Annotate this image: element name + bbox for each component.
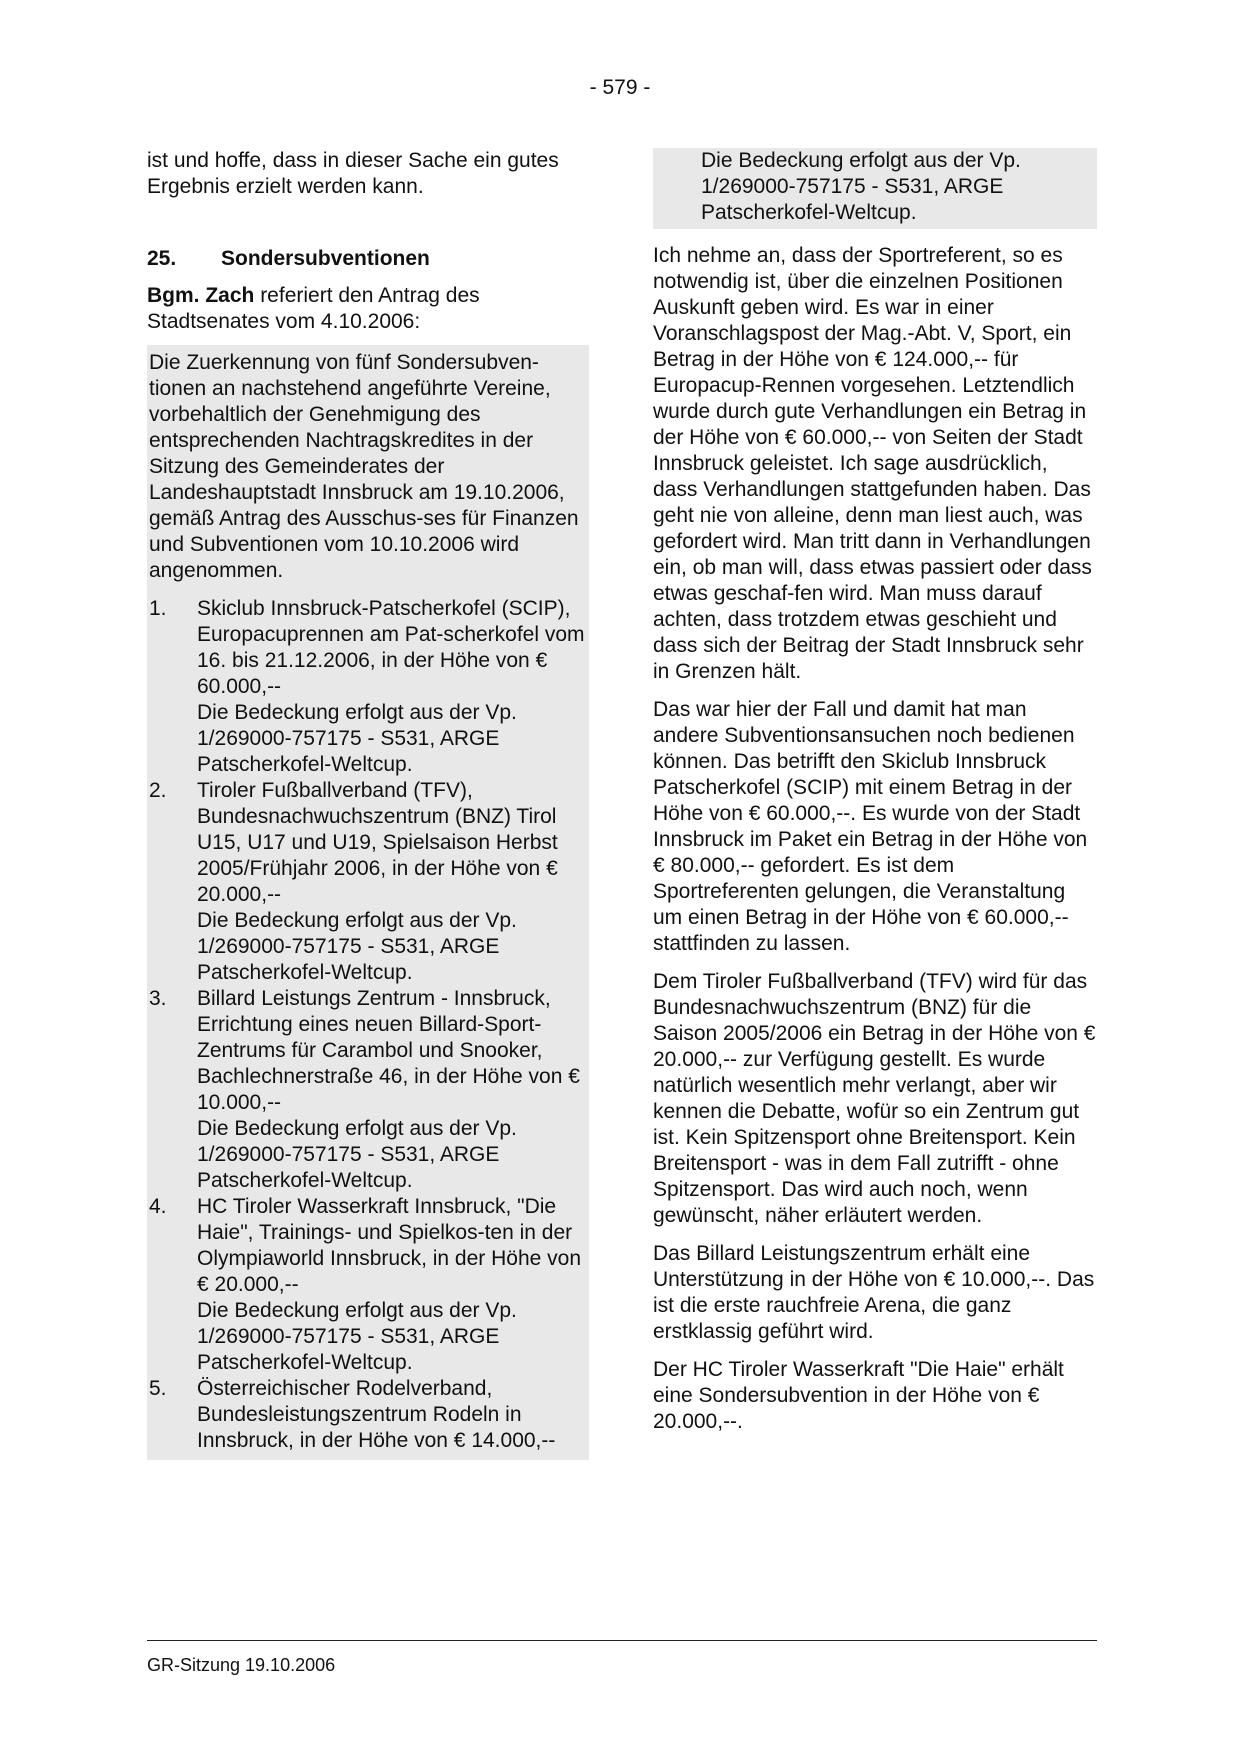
list-item xyxy=(149,778,585,986)
item-number: 1. xyxy=(149,597,167,620)
page-number: - 579 - xyxy=(589,76,651,99)
item-text: Österreichischer Rodelverband, Bundesleistungszentrum Rodeln in Innsbruck, in der Höhe von € 14.000,-- xyxy=(197,1377,556,1452)
list-item xyxy=(149,986,585,1194)
item-coverage: Die Bedeckung erfolgt aus der Vp. 1/269000-757175 - S531, ARGE Patscherkofel-Weltcup. xyxy=(197,909,517,984)
speaker-name: Bgm. Zach xyxy=(147,284,255,307)
intro-text: referiert den Antrag des Stadtsenates vom 4.10.2006: xyxy=(147,284,480,333)
item-coverage: Die Bedeckung erfolgt aus der Vp. 1/269000-757175 - S531, ARGE Patscherkofel-Weltcup. xyxy=(197,1117,517,1192)
continuation-text: ist und hoffe, dass in dieser Sache ein gutes Ergebnis erzielt werden kann. xyxy=(147,149,559,198)
list-item xyxy=(149,1376,585,1456)
motion-box xyxy=(147,345,589,1460)
decision-text: Die Zuerkennung von fünf Sondersubven-tionen an nachstehend angeführte Vereine, vorbehaltlich der Genehmigung des entsprechenden Nachtragskredites in der Sitzung des Gemeinderates der Landeshauptstadt Innsbruck am 19.10.2006, gemäß Antrag des Ausschus-ses für Finanzen und Subventionen vom 10.10.2006 wird angenommen. xyxy=(149,351,579,582)
item-coverage: Die Bedeckung erfolgt aus der Vp. 1/269000-757175 - S531, ARGE Patscherkofel-Weltcup. xyxy=(197,1299,517,1374)
intro-paragraph xyxy=(147,283,589,335)
footer-divider xyxy=(147,1640,1097,1641)
section-number: 25. xyxy=(147,247,177,270)
item-coverage: Die Bedeckung erfolgt aus der Vp. 1/269000-757175 - S531, ARGE Patscherkofel-Weltcup. xyxy=(197,701,517,776)
body-paragraph: Das Billard Leistungszentrum erhält eine Unterstützung in der Höhe von € 10.000,--. Das ist die erste rauchfreie Arena, die ganz erstklassig geführt wird. xyxy=(653,1242,1095,1343)
body-paragraph: Der HC Tiroler Wasserkraft "Die Haie" erhält eine Sondersubvention in der Höhe von € 20.000,--. xyxy=(653,1358,1064,1433)
section-heading xyxy=(147,246,589,272)
list-item xyxy=(149,596,585,778)
item-number: 5. xyxy=(149,1377,167,1400)
item-text: Skiclub Innsbruck-Patscherkofel (SCIP), Europacuprennen am Pat-scherkofel vom 16. bis 21.12.2006, in der Höhe von € 60.000,-- xyxy=(197,597,585,698)
list-item xyxy=(149,1194,585,1376)
item-number: 4. xyxy=(149,1195,167,1218)
item-number: 2. xyxy=(149,779,167,802)
right-column xyxy=(653,148,1097,1447)
left-column xyxy=(147,148,589,1460)
body-paragraph: Das war hier der Fall und damit hat man andere Subventionsansuchen noch bedienen können. Das betrifft den Skiclub Innsbruck Patscherkofel (SCIP) mit einem Betrag in der Höhe von € 60.000,--. Es wurde von der Stadt Innsbruck im Paket ein Betrag in der Höhe von € 80.000,-- gefordert. Es ist dem Sportreferenten gelungen, die Veranstaltung um einen Betrag in der Höhe von € 60.000,-- stattfinden zu lassen. xyxy=(653,698,1088,955)
item-text: Billard Leistungs Zentrum - Innsbruck, Errichtung eines neuen Billard-Sport-Zentrums für Carambol und Snooker, Bachlechnerstraße 46, in der Höhe von € 10.000,-- xyxy=(197,987,580,1114)
body-paragraph: Ich nehme an, dass der Sportreferent, so es notwendig ist, über die einzelnen Positionen Auskunft geben wird. Es war in einer Voranschlagspost der Mag.-Abt. V, Sport, ein Betrag in der Höhe von € 124.000,-- für Europacup-Rennen vorgesehen. Letztendlich wurde durch gute Verhandlungen ein Betrag in der Höhe von € 60.000,-- von Seiten der Stadt Innsbruck geleistet. Ich sage ausdrücklich, dass Verhandlungen stattgefunden haben. Das geht nie von alleine, denn man liest auch, was gefordert wird. Man tritt dann in Verhandlungen ein, ob man will, dass etwas passiert oder dass etwas geschaf-fen wird. Man muss darauf achten, dass trotzdem etwas geschieht und dass sich der Beitrag der Stadt Innsbruck sehr in Grenzen hält. xyxy=(653,244,1092,683)
item-text: HC Tiroler Wasserkraft Innsbruck, "Die Haie", Trainings- und Spielkos-ten in der Olympiaworld Innsbruck, in der Höhe von € 20.000,-- xyxy=(197,1195,582,1296)
coverage-continuation: Die Bedeckung erfolgt aus der Vp. 1/269000-757175 - S531, ARGE Patscherkofel-Weltcup. xyxy=(653,148,1097,229)
body-paragraph: Dem Tiroler Fußballverband (TFV) wird für das Bundesnachwuchszentrum (BNZ) für die Saison 2005/2006 ein Betrag in der Höhe von € 20.000,-- zur Verfügung gestellt. Es wurde natürlich wesentlich mehr verlangt, aber wir kennen die Debatte, wofür so ein Zentrum gut ist. Kein Spitzensport ohne Breitensport. Kein Breitensport - was in dem Fall zutrifft - ohne Spitzensport. Das wird auch noch, wenn gewünscht, näher erläutert werden. xyxy=(653,970,1096,1227)
footer-text: GR-Sitzung 19.10.2006 xyxy=(147,1655,336,1675)
item-text: Tiroler Fußballverband (TFV), Bundesnachwuchszentrum (BNZ) Tirol U15, U17 und U19, Spielsaison Herbst 2005/Frühjahr 2006, in der Höhe von € 20.000,-- xyxy=(197,779,558,906)
item-number: 3. xyxy=(149,987,167,1010)
section-title: Sondersubventionen xyxy=(221,247,430,270)
